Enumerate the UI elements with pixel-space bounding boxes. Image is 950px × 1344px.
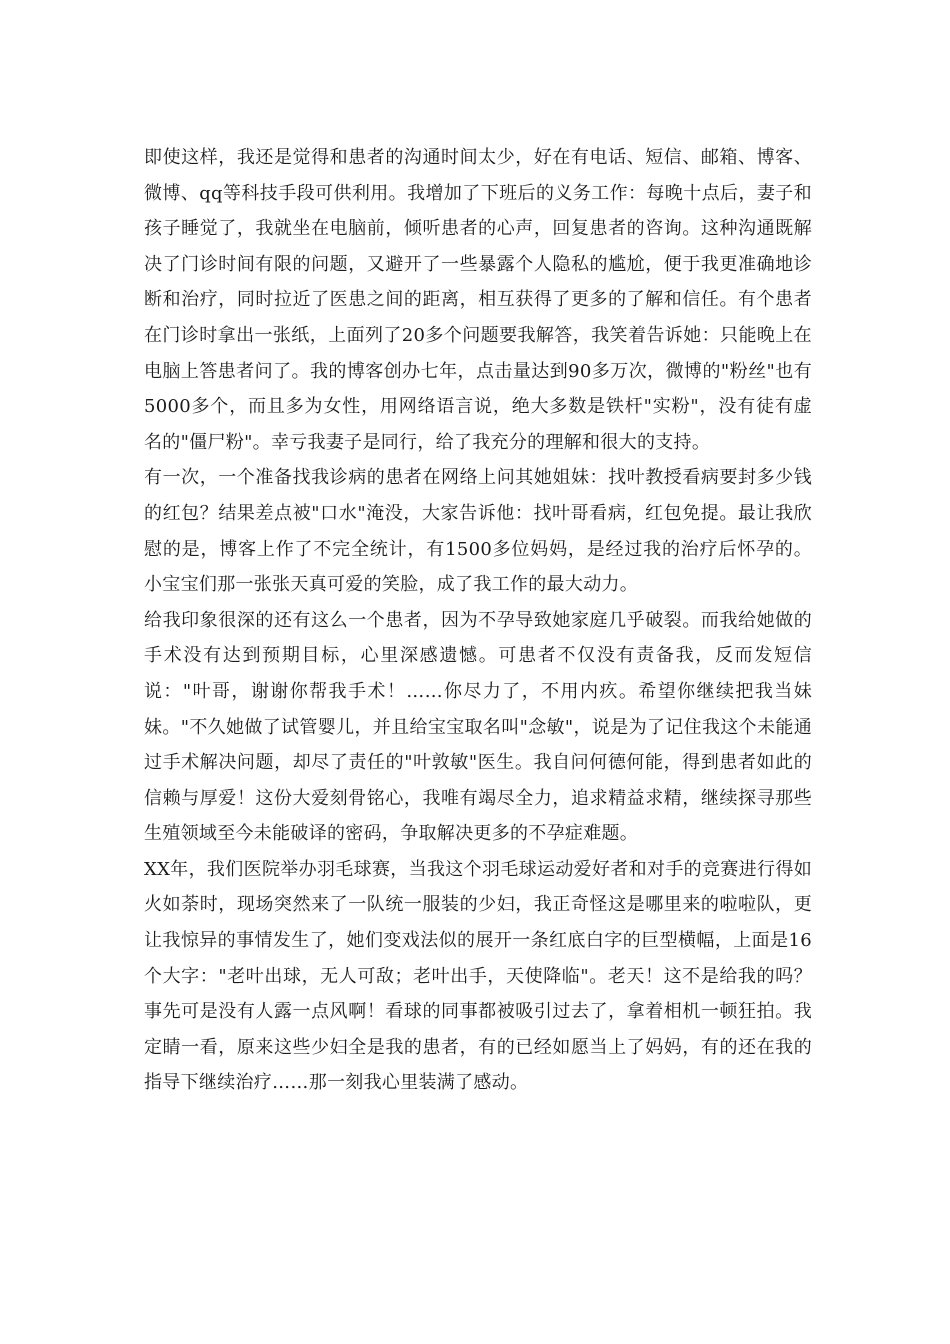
paragraph-red-envelope: 有一次，一个准备找我诊病的患者在网络上问其她姐妹：找叶教授看病要封多少钱的红包？结果差点被"口水"淹没，大家告诉他：找叶哥看病，红包免提。最让我欣慰的是，博客上作了不完全统计，有1500多位妈妈，是经过我的治疗后怀孕的。小宝宝们那一张张天真可爱的笑脸，成了我工作的最大动力。 bbox=[144, 467, 812, 596]
paragraph-badminton-match: XX年，我们医院举办羽毛球赛，当我这个羽毛球运动爱好者和对手的竞赛进行得如火如荼时，现场突然来了一队统一服装的少妇，我正奇怪这是哪里来的啦啦队，更让我惊异的事情发生了，她们变戏法似的展开一条红底白字的巨型横幅，上面是16个大字："老叶出球，无人可敌；老叶出手，天使降临"。老天！这不是给我的吗？事先可是没有人露一点风啊！看球的同事都被吸引过去了，拿着相机一顿狂拍。我定睛一看，原来这些少妇全是我的患者，有的已经如愿当上了妈妈，有的还在我的指导下继续治疗……那一刻我心里装满了感动。 bbox=[144, 858, 812, 1094]
paragraph-grateful-patient: 给我印象很深的还有这么一个患者，因为不孕导致她家庭几乎破裂。而我给她做的手术没有达到预期目标，心里深感遗憾。可患者不仅没有责备我，反而发短信说："叶哥，谢谢你帮我手术！……你尽力了，不用内疚。希望你继续把我当妹妹。"不久她做了试管婴儿，并且给宝宝取名叫"念敏"，说是为了记住我这个未能通过手术解决问题，却尽了责任的"叶敦敏"医生。我自问何德何能，得到患者如此的信赖与厚爱！这份大爱刻骨铭心，我唯有竭尽全力，追求精益求精，继续探寻那些生殖领域至今未能破译的密码，争取解决更多的不孕症难题。 bbox=[144, 609, 812, 845]
paragraph-online-communication: 即使这样，我还是觉得和患者的沟通时间太少，好在有电话、短信、邮箱、博客、微博、qq等科技手段可供利用。我增加了下班后的义务工作：每晚十点后，妻子和孩子睡觉了，我就坐在电脑前，倾听患者的心声，回复患者的咨询。这种沟通既解决了门诊时间有限的问题，又避开了一些暴露个人隐私的尴尬，便于我更准确地诊断和治疗，同时拉近了医患之间的距离，相互获得了更多的了解和信任。有个患者在门诊时拿出一张纸，上面列了20多个问题要我解答，我笑着告诉她：只能晚上在电脑上答患者问了。我的博客创办七年，点击量达到90多万次，微博的"粉丝"也有5000多个，而且多为女性，用网络语言说，绝大多数是铁杆"实粉"，没有徒有虚名的"僵尸粉"。幸亏我妻子是同行，给了我充分的理解和很大的支持。 bbox=[144, 147, 812, 453]
document-body bbox=[144, 140, 812, 1101]
